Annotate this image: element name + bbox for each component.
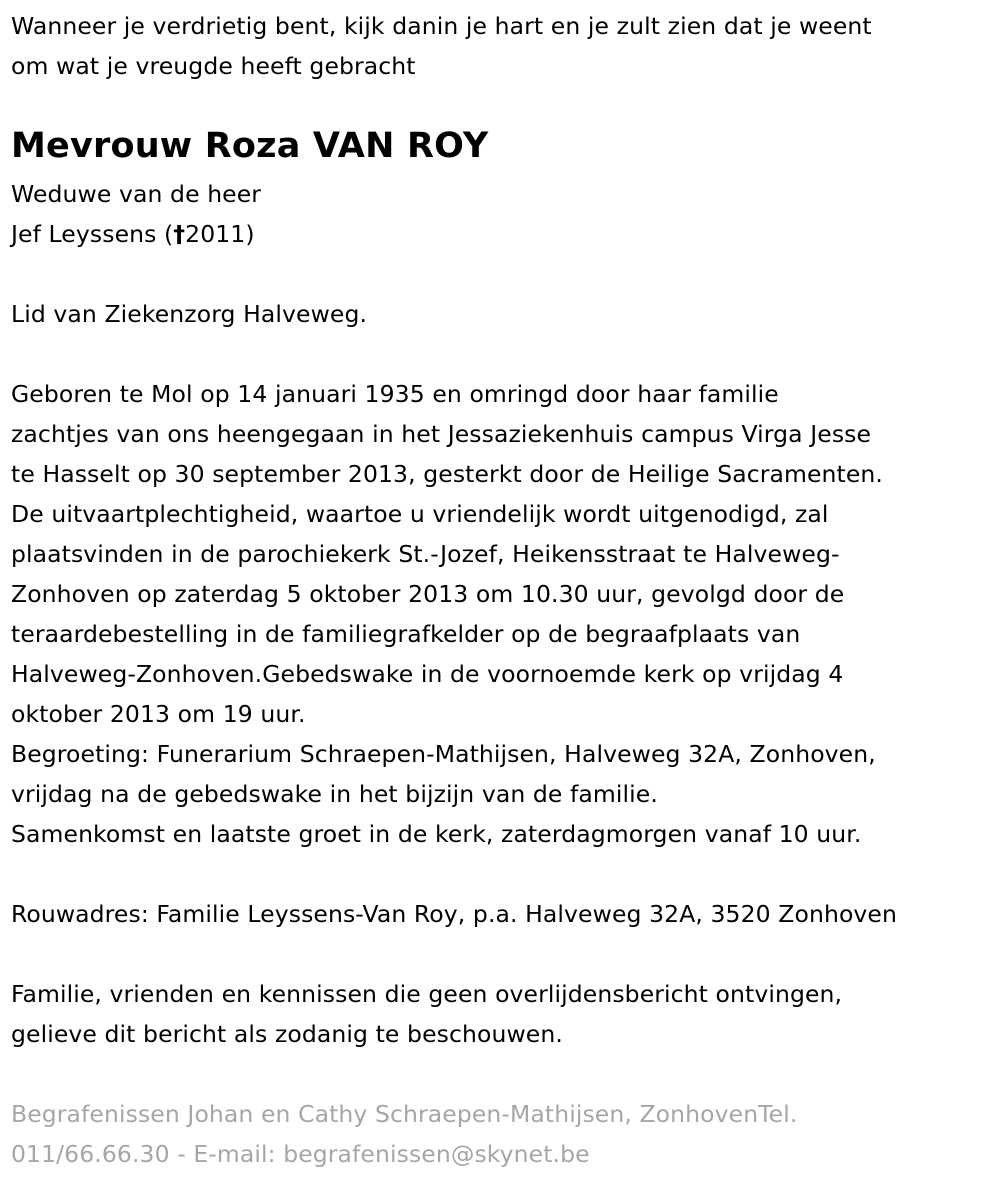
body-line: De uitvaartplechtigheid, waartoe u vriendelijk wordt uitgenodigd, zal	[11, 500, 829, 528]
body-line: teraardebestelling in de familiegrafkelder op de begraafplaats van	[11, 620, 801, 648]
husband-suffix: 2011)	[185, 220, 255, 248]
body-line: plaatsvinden in de parochiekerk St.-Jozef, Heikensstraat te Halveweg-	[11, 540, 840, 568]
body-line: vrijdag na de gebedswake in het bijzijn van de familie.	[11, 780, 658, 808]
footer-line-1: Begrafenissen Johan en Cathy Schraepen-Mathijsen, ZonhovenTel.	[11, 1100, 798, 1128]
body-line: Halveweg-Zonhoven.Gebedswake in de voornoemde kerk op vrijdag 4	[11, 660, 844, 688]
body-line: Begroeting: Funerarium Schraepen-Mathijsen, Halveweg 32A, Zonhoven,	[11, 740, 876, 768]
notice-line-2: gelieve dit bericht als zodanig te beschouwen.	[11, 1020, 563, 1048]
cross-icon: †	[173, 220, 186, 248]
body-line: Samenkomst en laatste groet in de kerk, zaterdagmorgen vanaf 10 uur.	[11, 820, 862, 848]
quote-line-1: Wanneer je verdrietig bent, kijk danin je hart en je zult zien dat je weent	[11, 12, 872, 40]
husband-line	[11, 214, 255, 254]
body-line: Geboren te Mol op 14 januari 1935 en omringd door haar familie	[11, 380, 779, 408]
membership-line: Lid van Ziekenzorg Halveweg.	[11, 300, 368, 328]
quote-line-2: om wat je vreugde heeft gebracht	[11, 52, 416, 80]
body-line: te Hasselt op 30 september 2013, gesterkt door de Heilige Sacramenten.	[11, 460, 883, 488]
footer-line-2: 011/66.66.30 - E-mail: begrafenissen@skynet.be	[11, 1140, 590, 1168]
body-line: oktober 2013 om 19 uur.	[11, 700, 306, 728]
mourning-address: Rouwadres: Familie Leyssens-Van Roy, p.a. Halveweg 32A, 3520 Zonhoven	[11, 900, 897, 928]
widow-line: Weduwe van de heer	[11, 180, 262, 208]
body-line: zachtjes van ons heengegaan in het Jessaziekenhuis campus Virga Jesse	[11, 420, 872, 448]
body-line: Zonhoven op zaterdag 5 oktober 2013 om 10.30 uur, gevolgd door de	[11, 580, 845, 608]
notice-line-1: Familie, vrienden en kennissen die geen overlijdensbericht ontvingen,	[11, 980, 843, 1008]
husband-prefix: Jef Leyssens (	[11, 220, 174, 248]
deceased-name: Mevrouw Roza VAN ROY	[11, 126, 489, 166]
